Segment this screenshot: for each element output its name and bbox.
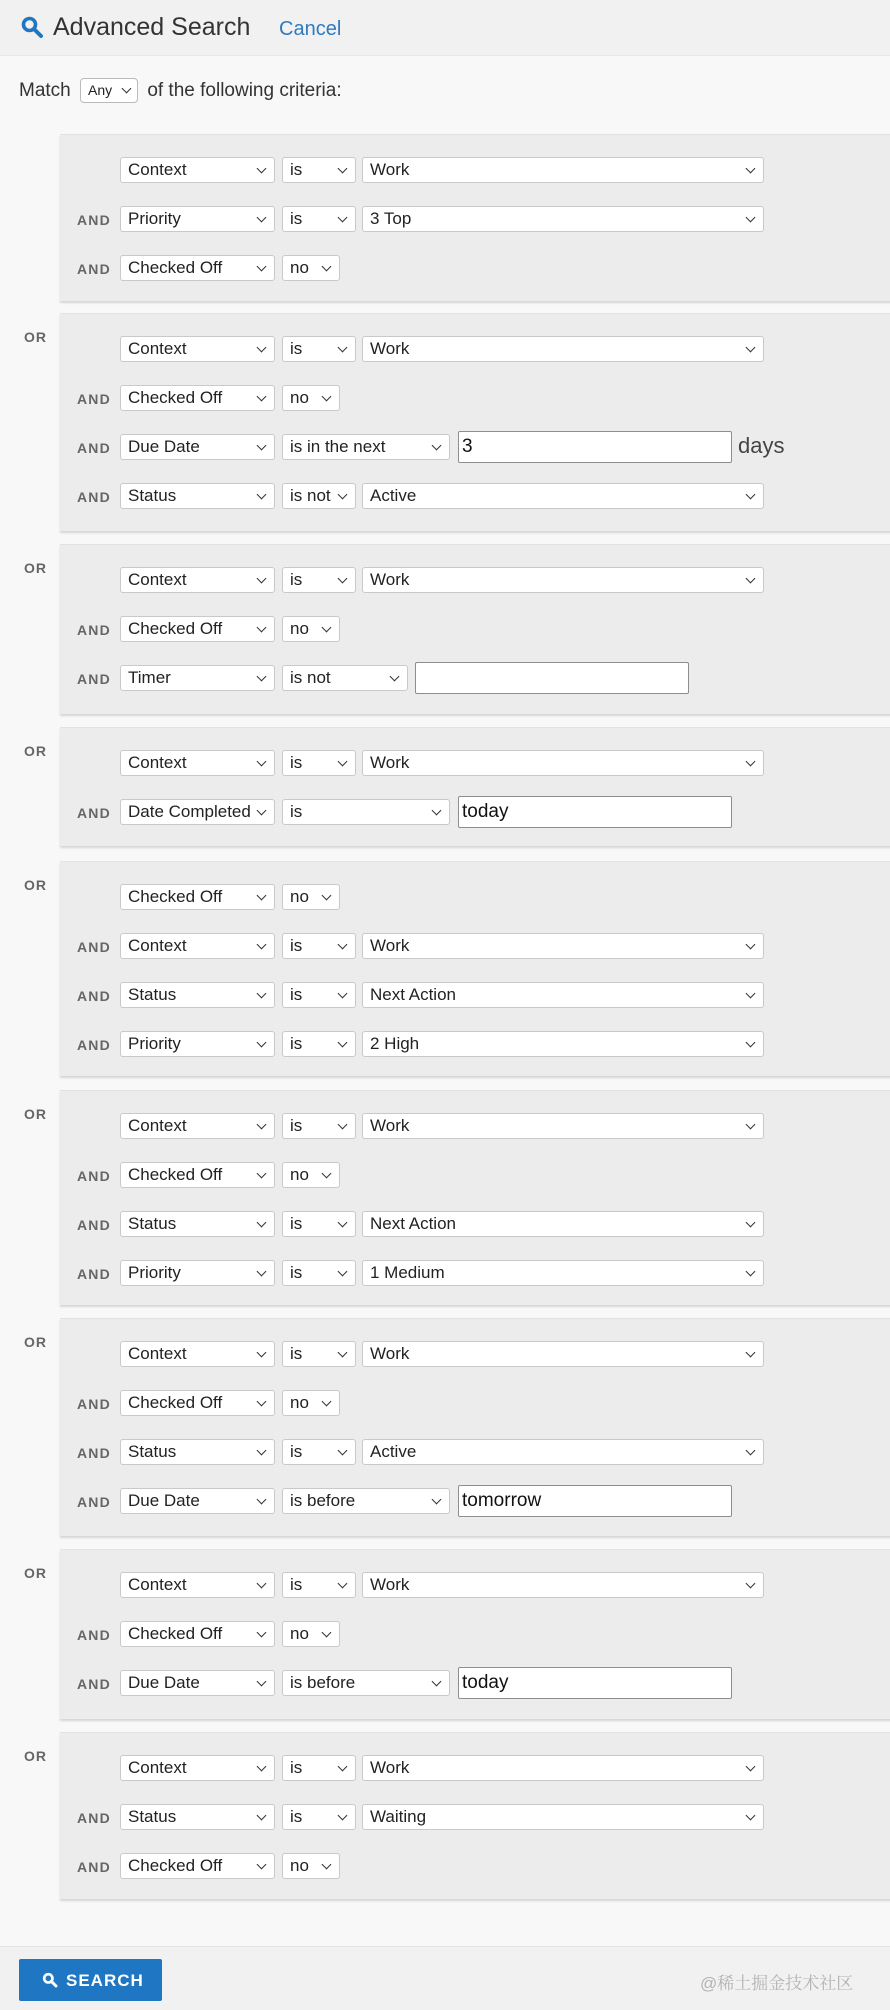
operator-select-value: no — [290, 1624, 309, 1643]
operator-select[interactable] — [282, 665, 408, 691]
chevron-down-icon — [338, 164, 348, 174]
criteria-group — [60, 727, 890, 846]
operator-select[interactable] — [282, 1804, 356, 1830]
operator-select[interactable] — [282, 567, 356, 593]
and-connector: AND — [77, 212, 111, 228]
match-tail-text: of the following criteria: — [147, 79, 342, 101]
chevron-down-icon — [338, 490, 348, 500]
field-select[interactable] — [120, 1621, 275, 1647]
chevron-down-icon — [257, 672, 267, 682]
chevron-down-icon — [257, 940, 267, 950]
field-select[interactable] — [120, 1113, 275, 1139]
field-select-value: Due Date — [128, 437, 200, 456]
chevron-down-icon — [257, 262, 267, 272]
operator-select-value: is — [290, 753, 303, 772]
chevron-down-icon — [746, 757, 756, 767]
value-input[interactable]: tomorrow — [458, 1485, 732, 1517]
field-select-value: Context — [128, 160, 187, 179]
operator-select-value: is — [290, 339, 303, 358]
operator-select[interactable] — [282, 1853, 340, 1879]
field-select-value: Checked Off — [128, 619, 223, 638]
chevron-down-icon — [746, 574, 756, 584]
chevron-down-icon — [432, 441, 442, 451]
value-select[interactable] — [362, 1211, 764, 1237]
operator-select[interactable] — [282, 616, 340, 642]
operator-select-value: is before — [290, 1673, 356, 1692]
chevron-down-icon — [432, 1677, 442, 1687]
chevron-down-icon — [338, 757, 348, 767]
value-select-value: Next Action — [370, 985, 456, 1004]
and-connector: AND — [77, 1266, 111, 1282]
field-select-value: Priority — [128, 1263, 181, 1282]
operator-select[interactable] — [282, 483, 356, 509]
field-select-value: Context — [128, 339, 187, 358]
operator-select-value: no — [290, 1856, 309, 1875]
page-title: Advanced Search — [53, 13, 251, 41]
operator-select[interactable] — [282, 1439, 356, 1465]
chevron-down-icon — [257, 441, 267, 451]
operator-select-value: is — [290, 570, 303, 589]
value-select[interactable] — [362, 483, 764, 509]
value-select-value: Work — [370, 339, 410, 358]
value-select-value: Work — [370, 1344, 410, 1363]
unit-label: days — [738, 433, 785, 458]
value-input[interactable]: today — [458, 1667, 732, 1699]
operator-select[interactable] — [282, 1031, 356, 1057]
field-select-value: Date Completed — [128, 802, 251, 821]
chevron-down-icon — [257, 623, 267, 633]
field-select-value: Checked Off — [128, 258, 223, 277]
value-select-value: 2 High — [370, 1034, 420, 1053]
operator-select-value: is — [290, 802, 303, 821]
chevron-down-icon — [257, 757, 267, 767]
field-select[interactable] — [120, 616, 275, 642]
field-select-value: Checked Off — [128, 388, 223, 407]
field-select-value: Context — [128, 1344, 187, 1363]
chevron-down-icon — [257, 1579, 267, 1589]
field-select[interactable] — [120, 1670, 275, 1696]
or-connector: OR — [24, 1106, 47, 1122]
header-bar — [0, 0, 890, 56]
field-select[interactable] — [120, 665, 275, 691]
chevron-down-icon — [746, 1446, 756, 1456]
chevron-down-icon — [257, 1495, 267, 1505]
watermark-text: @稀土掘金技术社区 — [700, 1974, 854, 1993]
and-connector: AND — [77, 261, 111, 277]
operator-select[interactable] — [282, 933, 356, 959]
chevron-down-icon — [432, 806, 442, 816]
operator-select[interactable] — [282, 750, 356, 776]
operator-select-value: is in the next — [290, 437, 386, 456]
operator-select[interactable] — [282, 1341, 356, 1367]
value-select[interactable] — [362, 567, 764, 593]
field-select-value: Status — [128, 486, 177, 505]
field-select[interactable] — [120, 1162, 275, 1188]
operator-select-value: is — [290, 936, 303, 955]
field-select[interactable] — [120, 933, 275, 959]
and-connector: AND — [77, 1810, 111, 1826]
operator-select-value: is — [290, 1214, 303, 1233]
value-select-value: 1 Medium — [370, 1263, 445, 1282]
chevron-down-icon — [257, 1120, 267, 1130]
operator-select-value: no — [290, 1393, 309, 1412]
value-input[interactable]: today — [458, 796, 732, 828]
field-select-value: Context — [128, 570, 187, 589]
field-select-value: Checked Off — [128, 887, 223, 906]
operator-select[interactable] — [282, 1488, 450, 1514]
and-connector: AND — [77, 1037, 111, 1053]
cancel-link[interactable]: Cancel — [279, 18, 342, 40]
chevron-down-icon — [257, 490, 267, 500]
chevron-down-icon — [257, 1218, 267, 1228]
value-select-value: Work — [370, 936, 410, 955]
chevron-down-icon — [338, 940, 348, 950]
field-select[interactable] — [120, 982, 275, 1008]
chevron-down-icon — [338, 1348, 348, 1358]
chevron-down-icon — [746, 1218, 756, 1228]
and-connector: AND — [77, 939, 111, 955]
operator-select[interactable] — [282, 1260, 356, 1286]
operator-select-value: is before — [290, 1491, 356, 1510]
chevron-down-icon — [257, 989, 267, 999]
operator-select-value: is — [290, 1807, 303, 1826]
and-connector: AND — [77, 622, 111, 638]
chevron-down-icon — [746, 1811, 756, 1821]
value-select[interactable] — [362, 1031, 764, 1057]
operator-select-value: no — [290, 887, 309, 906]
value-select-value: Next Action — [370, 1214, 456, 1233]
value-select-value: Waiting — [370, 1807, 427, 1826]
operator-select-value: is — [290, 1344, 303, 1363]
operator-select[interactable] — [282, 982, 356, 1008]
operator-select[interactable] — [282, 1572, 356, 1598]
field-select-value: Priority — [128, 1034, 181, 1053]
value-select[interactable] — [362, 1341, 764, 1367]
value-select-value: Work — [370, 753, 410, 772]
chevron-down-icon — [432, 1495, 442, 1505]
operator-select[interactable] — [282, 1113, 356, 1139]
operator-select-value: is — [290, 1263, 303, 1282]
value-select-value: Work — [370, 1758, 410, 1777]
chevron-down-icon — [322, 392, 332, 402]
value-select-value: Work — [370, 1575, 410, 1594]
field-select[interactable] — [120, 750, 275, 776]
footer-bar — [0, 1946, 890, 2010]
value-select[interactable] — [362, 157, 764, 183]
field-select[interactable] — [120, 1804, 275, 1830]
field-select[interactable] — [120, 206, 275, 232]
value-select[interactable] — [362, 1113, 764, 1139]
and-connector: AND — [77, 1217, 111, 1233]
match-criteria-row — [19, 78, 342, 103]
operator-select-value: no — [290, 388, 309, 407]
chevron-down-icon — [257, 213, 267, 223]
chevron-down-icon — [322, 262, 332, 272]
and-connector: AND — [77, 1168, 111, 1184]
and-connector: AND — [77, 1494, 111, 1510]
chevron-down-icon — [746, 1038, 756, 1048]
field-select-value: Due Date — [128, 1673, 200, 1692]
chevron-down-icon — [746, 989, 756, 999]
field-select-value: Context — [128, 753, 187, 772]
field-select-value: Status — [128, 985, 177, 1004]
chevron-down-icon — [322, 1860, 332, 1870]
search-button[interactable] — [19, 1959, 162, 2001]
field-select-value: Checked Off — [128, 1165, 223, 1184]
or-connector: OR — [24, 1565, 47, 1581]
value-input[interactable]: 3 — [458, 431, 732, 463]
chevron-down-icon — [338, 989, 348, 999]
operator-select-value: is — [290, 1442, 303, 1461]
operator-select-value: is — [290, 1034, 303, 1053]
match-mode-value: Any — [88, 82, 113, 98]
and-connector: AND — [77, 489, 111, 505]
operator-select[interactable] — [282, 336, 356, 362]
field-select[interactable] — [120, 1031, 275, 1057]
chevron-down-icon — [257, 392, 267, 402]
or-connector: OR — [24, 877, 47, 893]
value-select-value: Work — [370, 570, 410, 589]
value-select[interactable] — [362, 1260, 764, 1286]
chevron-down-icon — [338, 1811, 348, 1821]
chevron-down-icon — [257, 1267, 267, 1277]
criteria-group — [60, 1549, 890, 1719]
chevron-down-icon — [338, 1218, 348, 1228]
or-connector: OR — [24, 560, 47, 576]
chevron-down-icon — [257, 1169, 267, 1179]
field-select-value: Context — [128, 1758, 187, 1777]
value-select[interactable] — [362, 982, 764, 1008]
operator-select[interactable] — [282, 1211, 356, 1237]
field-select[interactable] — [120, 1260, 275, 1286]
and-connector: AND — [77, 1396, 111, 1412]
search-button-label: SEARCH — [66, 1971, 144, 1990]
value-select-value: Active — [370, 486, 417, 505]
or-connector: OR — [24, 743, 47, 759]
and-connector: AND — [77, 671, 111, 687]
chevron-down-icon — [322, 1628, 332, 1638]
field-select-value: Context — [128, 1116, 187, 1135]
operator-select-value: is — [290, 209, 303, 228]
field-select-value: Checked Off — [128, 1624, 223, 1643]
match-mode-select[interactable] — [80, 78, 138, 103]
and-connector: AND — [77, 1627, 111, 1643]
chevron-down-icon — [257, 1628, 267, 1638]
chevron-down-icon — [257, 343, 267, 353]
operator-select[interactable] — [282, 1162, 340, 1188]
criteria-group — [60, 861, 890, 1076]
field-select-value: Due Date — [128, 1491, 200, 1510]
chevron-down-icon — [257, 1446, 267, 1456]
chevron-down-icon — [746, 1348, 756, 1358]
field-select-value: Status — [128, 1442, 177, 1461]
field-select[interactable] — [120, 1390, 275, 1416]
chevron-down-icon — [746, 1762, 756, 1772]
field-select[interactable] — [120, 1439, 275, 1465]
field-select-value: Context — [128, 936, 187, 955]
chevron-down-icon — [257, 891, 267, 901]
operator-select[interactable] — [282, 255, 340, 281]
operator-select-value: is — [290, 1758, 303, 1777]
field-select[interactable] — [120, 157, 275, 183]
field-select-value: Status — [128, 1807, 177, 1826]
chevron-down-icon — [338, 574, 348, 584]
field-select[interactable] — [120, 434, 275, 460]
chevron-down-icon — [746, 213, 756, 223]
chevron-down-icon — [257, 1762, 267, 1772]
and-connector: AND — [77, 988, 111, 1004]
field-select[interactable] — [120, 483, 275, 509]
criteria-group — [60, 1318, 890, 1536]
chevron-down-icon — [122, 84, 132, 94]
field-select[interactable] — [120, 255, 275, 281]
operator-select[interactable] — [282, 385, 340, 411]
and-connector: AND — [77, 391, 111, 407]
operator-select-value: no — [290, 619, 309, 638]
operator-select-value: is — [290, 1116, 303, 1135]
field-select-value: Timer — [128, 668, 171, 687]
field-select-value: Checked Off — [128, 1393, 223, 1412]
operator-select-value: is not — [290, 486, 331, 505]
chevron-down-icon — [338, 1446, 348, 1456]
operator-select[interactable] — [282, 1755, 356, 1781]
chevron-down-icon — [322, 891, 332, 901]
chevron-down-icon — [746, 1120, 756, 1130]
field-select[interactable] — [120, 385, 275, 411]
chevron-down-icon — [746, 343, 756, 353]
field-select[interactable] — [120, 1853, 275, 1879]
chevron-down-icon — [746, 1579, 756, 1589]
value-select[interactable] — [362, 750, 764, 776]
and-connector: AND — [77, 1859, 111, 1875]
operator-select[interactable] — [282, 1390, 340, 1416]
operator-select[interactable] — [282, 884, 340, 910]
operator-select[interactable] — [282, 157, 356, 183]
and-connector: AND — [77, 805, 111, 821]
chevron-down-icon — [257, 1677, 267, 1687]
field-select[interactable] — [120, 884, 275, 910]
value-select[interactable] — [362, 336, 764, 362]
criteria-group — [60, 1732, 890, 1899]
chevron-down-icon — [338, 1120, 348, 1130]
chevron-down-icon — [746, 490, 756, 500]
or-connector: OR — [24, 329, 47, 345]
field-select[interactable] — [120, 1211, 275, 1237]
operator-select-value: is — [290, 1575, 303, 1594]
value-select[interactable] — [362, 1755, 764, 1781]
field-select-value: Priority — [128, 209, 181, 228]
chevron-down-icon — [322, 1397, 332, 1407]
value-select-value: 3 Top — [370, 209, 412, 228]
operator-select[interactable] — [282, 434, 450, 460]
operator-select-value: no — [290, 1165, 309, 1184]
chevron-down-icon — [746, 164, 756, 174]
chevron-down-icon — [338, 1038, 348, 1048]
chevron-down-icon — [257, 1860, 267, 1870]
criteria-group — [60, 1090, 890, 1305]
value-select[interactable] — [362, 206, 764, 232]
value-select[interactable] — [362, 1572, 764, 1598]
field-select[interactable] — [120, 1488, 275, 1514]
chevron-down-icon — [746, 940, 756, 950]
match-label: Match — [19, 79, 71, 101]
or-connector: OR — [24, 1334, 47, 1350]
field-select-value: Checked Off — [128, 1856, 223, 1875]
and-connector: AND — [77, 1445, 111, 1461]
operator-select[interactable] — [282, 206, 356, 232]
chevron-down-icon — [322, 1169, 332, 1179]
criteria-group — [60, 313, 890, 531]
chevron-down-icon — [257, 574, 267, 584]
operator-select-value: is not — [290, 668, 331, 687]
and-connector: AND — [77, 440, 111, 456]
chevron-down-icon — [746, 1267, 756, 1277]
chevron-down-icon — [338, 343, 348, 353]
operator-select[interactable] — [282, 799, 450, 825]
chevron-down-icon — [338, 1762, 348, 1772]
chevron-down-icon — [257, 1348, 267, 1358]
criteria-group — [60, 134, 890, 301]
field-select[interactable] — [120, 1572, 275, 1598]
field-select[interactable] — [120, 567, 275, 593]
field-select[interactable] — [120, 1341, 275, 1367]
value-select-value: Work — [370, 160, 410, 179]
operator-select-value: is — [290, 160, 303, 179]
chevron-down-icon — [338, 1579, 348, 1589]
value-select-value: Work — [370, 1116, 410, 1135]
chevron-down-icon — [257, 164, 267, 174]
value-input[interactable] — [415, 662, 689, 694]
field-select[interactable] — [120, 1755, 275, 1781]
operator-select-value: is — [290, 985, 303, 1004]
criteria-group — [60, 544, 890, 714]
value-select[interactable] — [362, 1439, 764, 1465]
value-select[interactable] — [362, 933, 764, 959]
operator-select[interactable] — [282, 1670, 450, 1696]
and-connector: AND — [77, 1676, 111, 1692]
operator-select-value: no — [290, 258, 309, 277]
field-select[interactable] — [120, 799, 275, 825]
or-connector: OR — [24, 1748, 47, 1764]
value-select[interactable] — [362, 1804, 764, 1830]
field-select-value: Context — [128, 1575, 187, 1594]
value-select-value: Active — [370, 1442, 417, 1461]
chevron-down-icon — [257, 1811, 267, 1821]
chevron-down-icon — [257, 806, 267, 816]
chevron-down-icon — [322, 623, 332, 633]
chevron-down-icon — [257, 1397, 267, 1407]
chevron-down-icon — [390, 672, 400, 682]
field-select-value: Status — [128, 1214, 177, 1233]
chevron-down-icon — [338, 1267, 348, 1277]
operator-select[interactable] — [282, 1621, 340, 1647]
chevron-down-icon — [338, 213, 348, 223]
chevron-down-icon — [257, 1038, 267, 1048]
field-select[interactable] — [120, 336, 275, 362]
